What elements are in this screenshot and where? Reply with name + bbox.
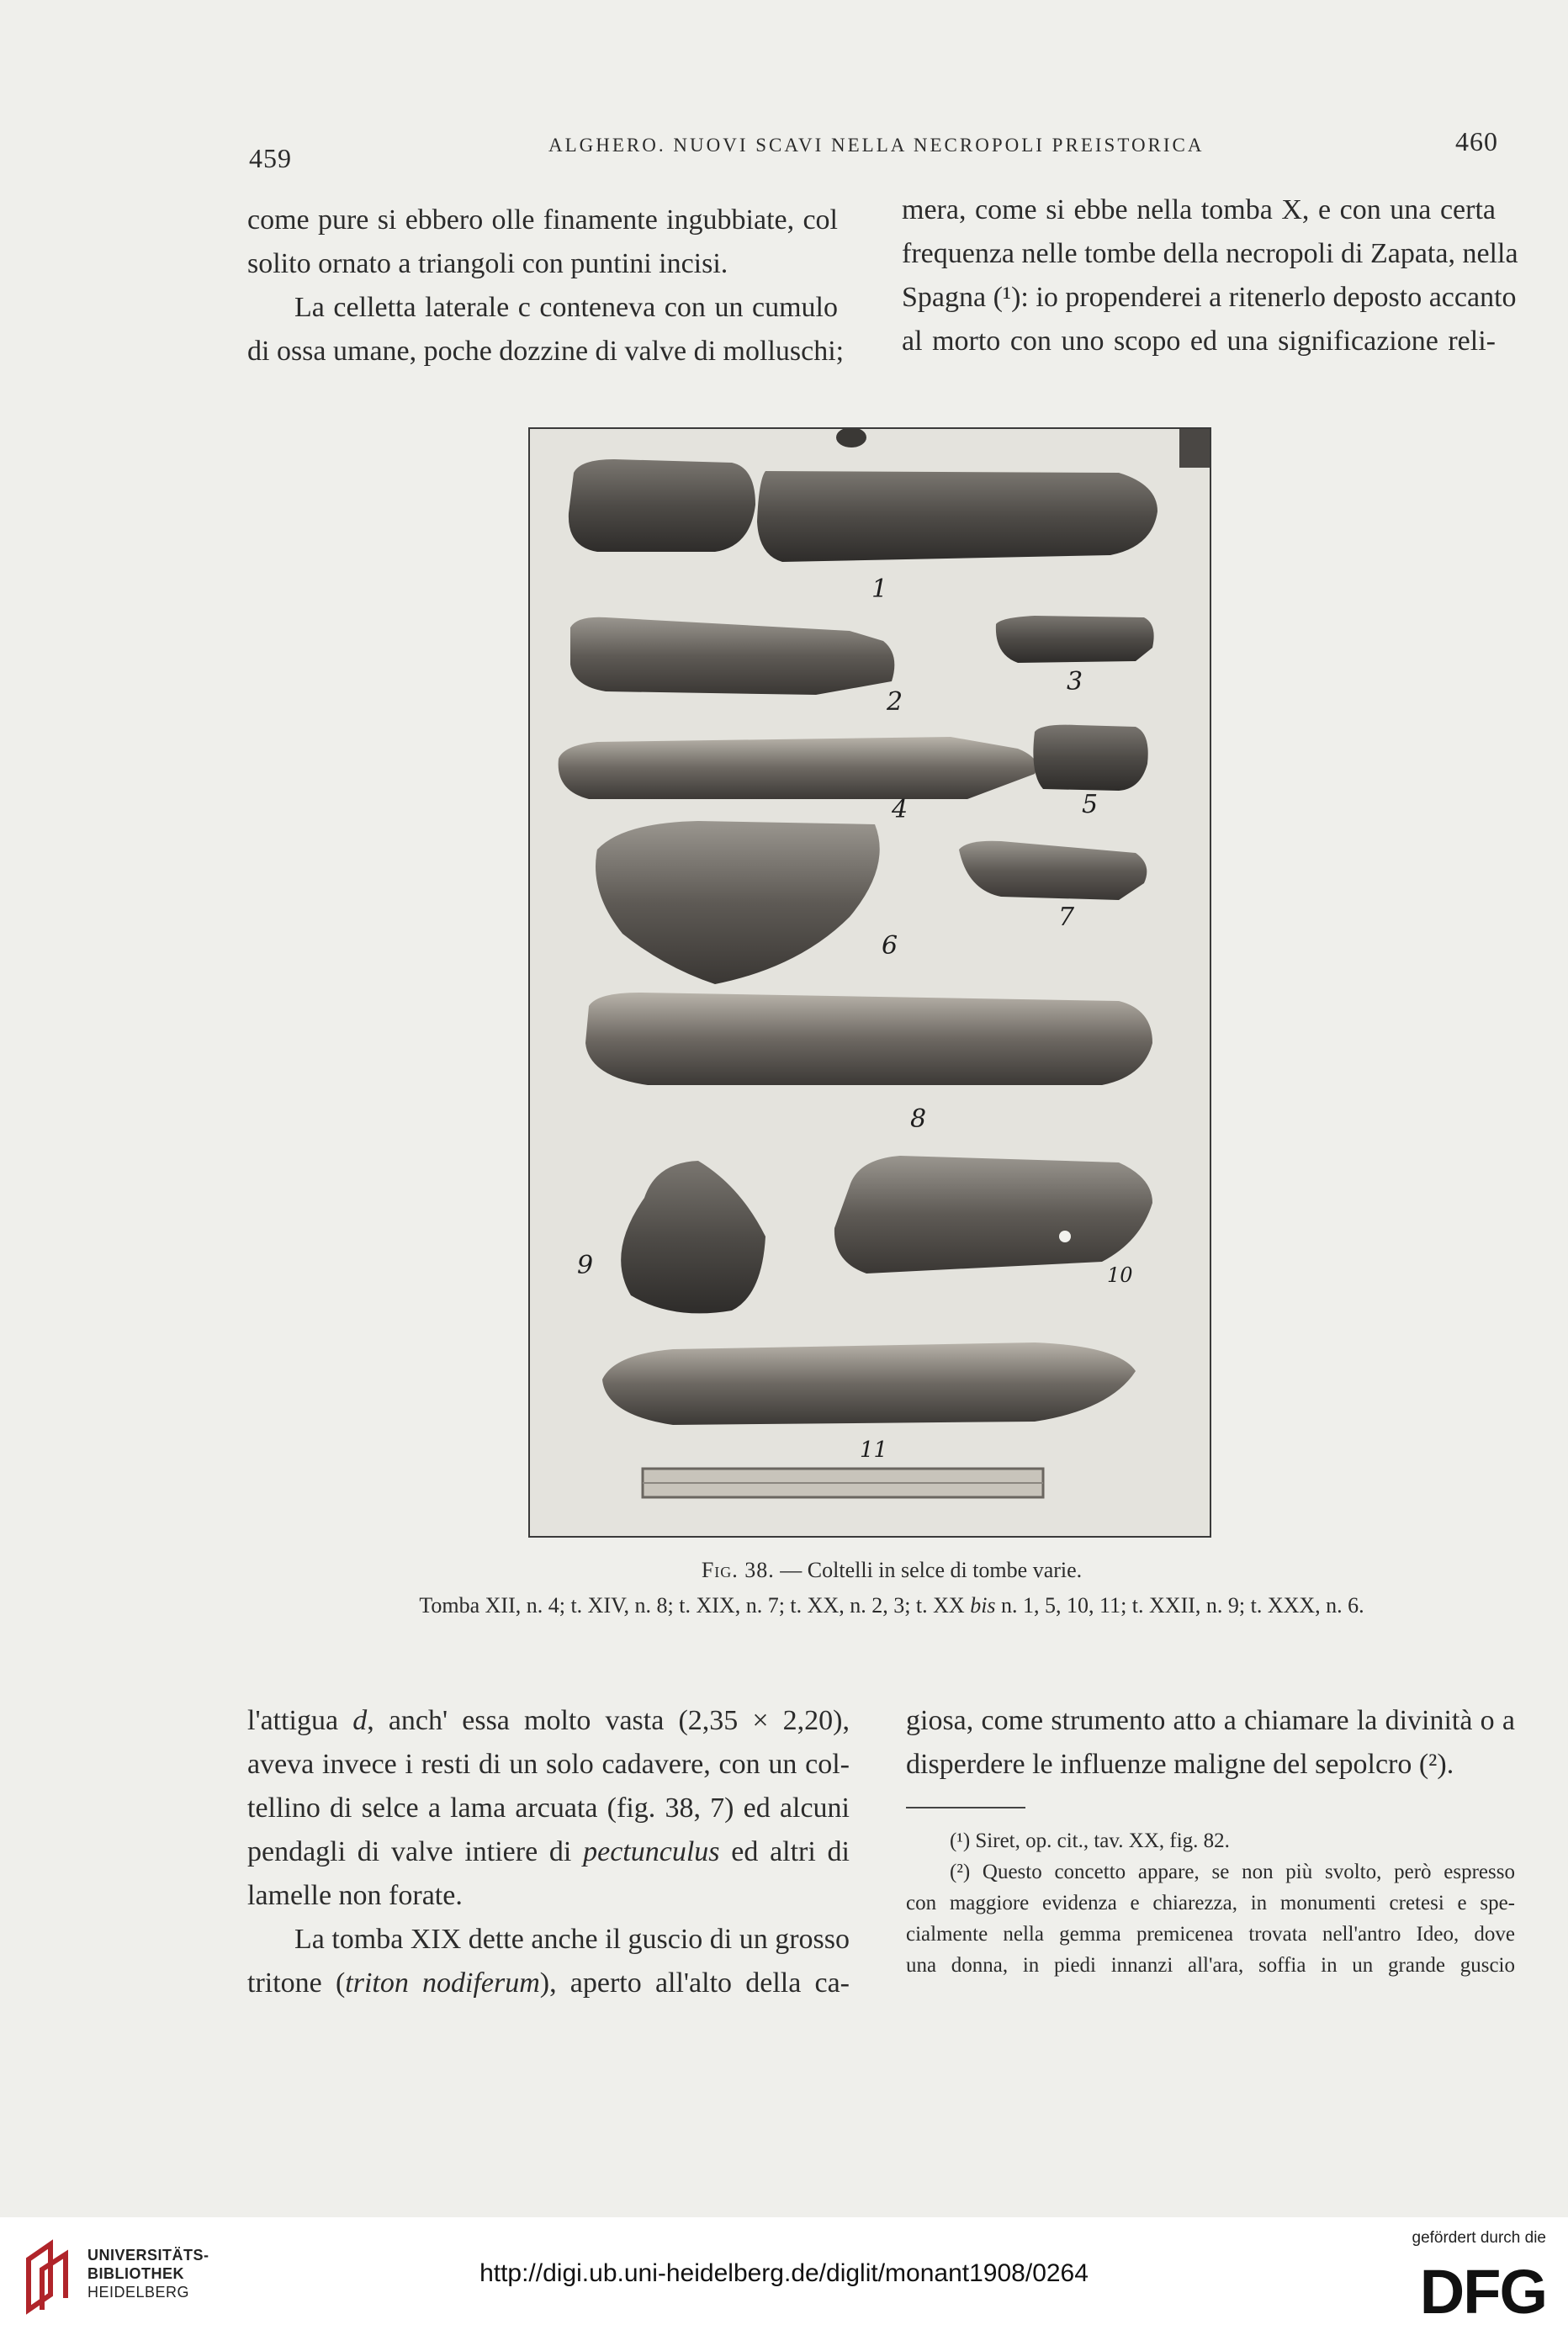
text-line: aveva invece i resti di un solo cadavere, con un col- [247, 1749, 850, 1780]
fig-label-8: 8 [910, 1104, 927, 1134]
text-line: La celletta laterale c conteneva con un cumulo [294, 292, 838, 323]
fig-label-5: 5 [1082, 790, 1099, 819]
text-line: lamelle non forate. [247, 1880, 463, 1911]
text-line: frequenza nelle tombe della necropoli di Zapata, nella [902, 238, 1518, 269]
caption-text: n. 1, 5, 10, 11; t. XXII, n. 9; t. XXX, n. 6. [995, 1593, 1364, 1618]
footer-bar [0, 2217, 1568, 2330]
funded-by-text: gefördert durch die [1412, 2229, 1546, 2247]
fig-label-3: 3 [1067, 667, 1083, 696]
text-line: pendagli di valve intiere di pectunculus ed altri di [247, 1836, 850, 1867]
bottom-left-column [247, 1699, 850, 2005]
text-line: disperdere le influenze maligne del sepolcro (²). [906, 1749, 1454, 1780]
text-line: al morto con uno scopo ed una significazione reli- [902, 326, 1496, 357]
footnote-2-line: con maggiore evidenza e chiarezza, in monumenti cretesi e spe- [906, 1892, 1515, 1914]
footnote-rule [906, 1807, 1025, 1808]
figure-title: — Coltelli in selce di tombe varie. [780, 1558, 1083, 1582]
figure-caption [294, 1558, 1489, 1583]
left-page-number: 459 [249, 143, 292, 173]
text-line: l'attigua d, anch' essa molto vasta (2,35 × 2,20), [247, 1705, 850, 1736]
footnote-1: (¹) Siret, op. cit., tav. XX, fig. 82. [950, 1830, 1230, 1852]
text-line: solito ornato a triangoli con puntini incisi. [247, 248, 728, 279]
running-head: ALGHERO. NUOVI SCAVI NELLA NECROPOLI PREISTORICA [548, 135, 1205, 156]
fig-label-4: 4 [892, 795, 908, 824]
figure-photograph [528, 427, 1211, 1538]
text-line: Spagna (¹): io propenderei a ritenerlo deposto accanto [902, 282, 1517, 313]
fig-label-6: 6 [882, 931, 898, 961]
library-name: UNIVERSITÄTS- BIBLIOTHEK HEIDELBERG [87, 2247, 209, 2301]
fig-label-2: 2 [887, 687, 903, 717]
figure-number: Fig. 38. [701, 1558, 775, 1582]
footnote-2: (²) Questo concetto appare, se non più svolto, però espresso [950, 1861, 1515, 1883]
fig-label-1: 1 [871, 575, 888, 604]
text-line: di ossa umane, poche dozzine di valve di molluschi; [247, 336, 845, 367]
fig-label-9: 9 [577, 1251, 594, 1280]
flint-knives-photo [530, 429, 1210, 1536]
caption-italic: bis [970, 1593, 996, 1618]
footnote-2-line: una donna, in piedi innanzi all'ara, soffia in un grande guscio [906, 1954, 1515, 1977]
dfg-logo: DFG [1419, 2257, 1546, 2327]
text-line: La tomba XIX dette anche il guscio di un grosso [294, 1924, 850, 1955]
text-line: come pure si ebbero olle finamente ingubbiate, col [247, 204, 838, 236]
text-line: giosa, come strumento atto a chiamare la divinità o a [906, 1705, 1515, 1736]
fig-label-7: 7 [1058, 903, 1075, 932]
text-line: tritone (triton nodiferum), aperto all'alto della ca- [247, 1967, 850, 1999]
fig-label-10: 10 [1107, 1263, 1133, 1287]
text-line: tellino di selce a lama arcuata (fig. 38, 7) ed alcuni [247, 1793, 850, 1824]
source-url-link[interactable]: http://digi.ub.uni-heidelberg.de/diglit/monant1908/0264 [479, 2259, 1089, 2287]
fig-label-11: 11 [860, 1438, 888, 1463]
bottom-right-column [906, 1699, 1515, 1787]
top-left-column [247, 199, 845, 373]
footnote-2-line: cialmente nella gemma premicenea trovata nell'antro Ideo, dove [906, 1923, 1515, 1946]
figure-source-line [294, 1593, 1489, 1618]
text-line: mera, come si ebbe nella tomba X, e con una certa [902, 194, 1496, 225]
top-right-column [902, 188, 1518, 363]
caption-text: Tomba XII, n. 4; t. XIV, n. 8; t. XIX, n. 7; t. XX, n. 2, 3; t. XX [419, 1593, 971, 1618]
right-page-number: 460 [1455, 126, 1498, 156]
footnotes [906, 1825, 1515, 1981]
